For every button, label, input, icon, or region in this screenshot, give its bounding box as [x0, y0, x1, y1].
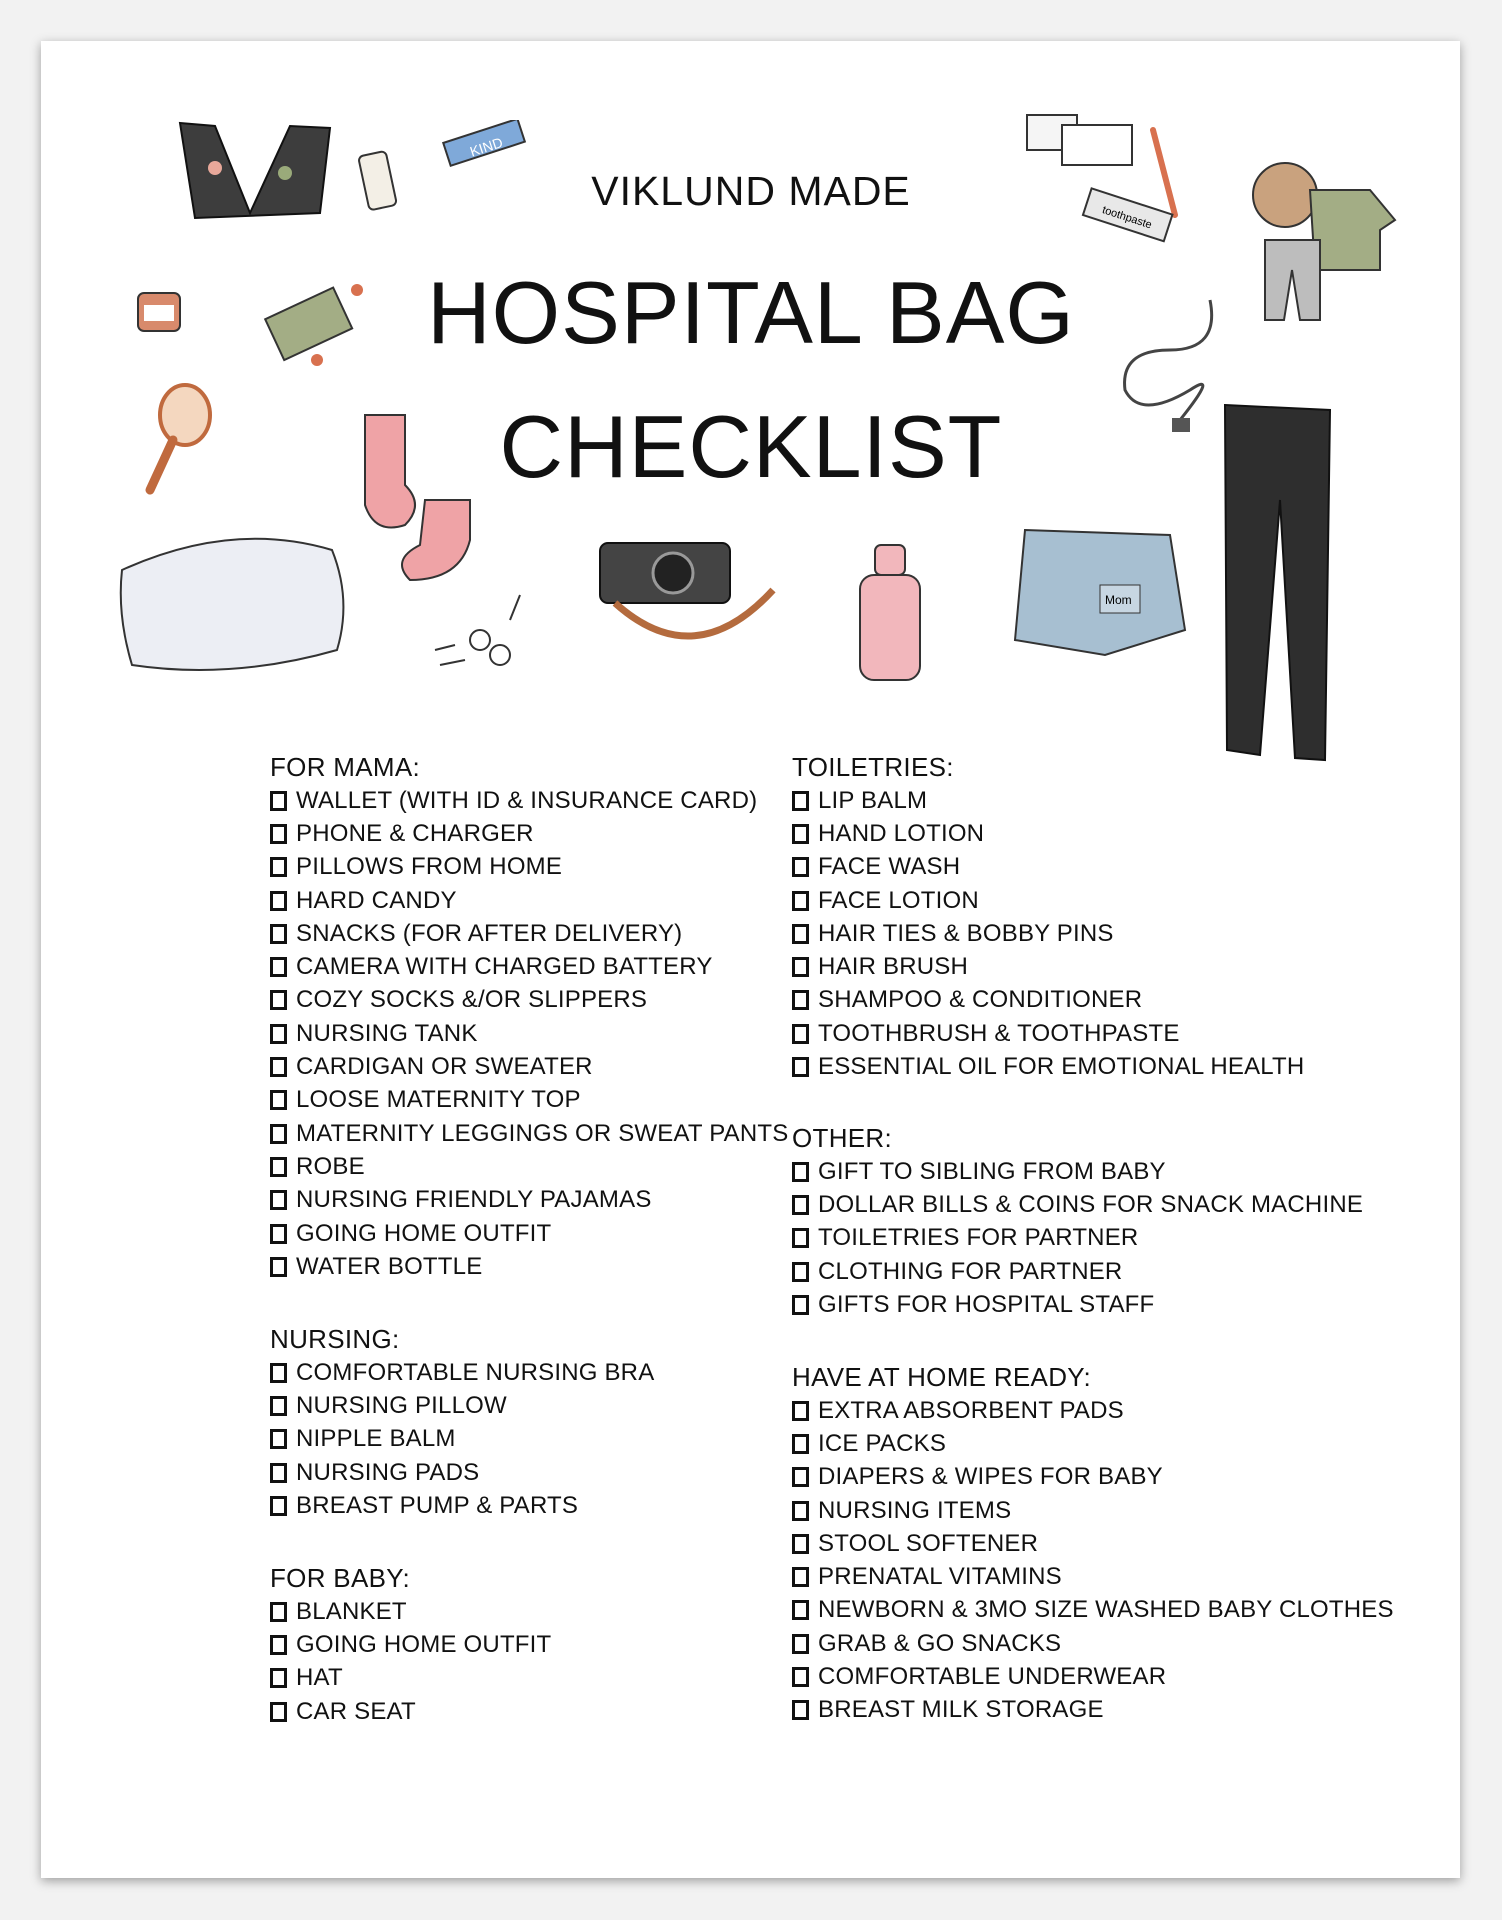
checklist-item[interactable] [270, 917, 788, 950]
baby-outfit-illustration [1240, 150, 1400, 335]
water-bottle-illustration [850, 540, 940, 690]
checkbox[interactable] [270, 1396, 287, 1416]
brand-name: VIKLUND MADE [591, 168, 911, 214]
checklist-item-label: NURSING TANK [296, 1019, 478, 1047]
checklist-item-label: HARD CANDY [296, 886, 457, 914]
checkbox[interactable] [270, 1363, 287, 1383]
checklist-item[interactable] [792, 1527, 1394, 1560]
checklist-item-label: HAIR BRUSH [818, 953, 969, 981]
checkbox[interactable] [270, 1024, 287, 1044]
checkbox[interactable] [270, 791, 287, 811]
checklist-item[interactable] [792, 1017, 1304, 1050]
checklist-item-label: PHONE & CHARGER [296, 819, 534, 847]
checkbox[interactable] [270, 990, 287, 1010]
checklist-item[interactable] [270, 984, 788, 1017]
snack-bar-label: KIND [467, 134, 505, 160]
checklist-item[interactable] [792, 817, 1304, 850]
checklist-item-label: DIAPERS & WIPES FOR BABY [818, 1463, 1163, 1491]
checklist-item[interactable] [270, 884, 788, 917]
checklist-item-label: CAMERA WITH CHARGED BATTERY [296, 953, 713, 981]
checklist-item[interactable] [792, 1560, 1394, 1593]
checklist-item-label: NEWBORN & 3MO SIZE WASHED BABY CLOTHES [818, 1596, 1394, 1624]
checklist-item[interactable] [792, 950, 1304, 983]
checkbox[interactable] [270, 1157, 287, 1177]
checklist-item[interactable] [270, 1356, 654, 1389]
leggings-illustration [1215, 400, 1345, 770]
id-cards-illustration [1022, 105, 1142, 175]
section-heading: FOR BABY: [270, 1563, 410, 1593]
lip-balm-tube-illustration [358, 148, 408, 228]
checklist-item-label: CARDIGAN OR SWEATER [296, 1053, 593, 1081]
checklist-item[interactable] [792, 984, 1304, 1017]
checklist-item[interactable] [270, 1628, 551, 1661]
checklist-item-label: EXTRA ABSORBENT PADS [818, 1396, 1124, 1424]
checklist-item[interactable] [270, 1423, 654, 1456]
checklist-item[interactable] [270, 817, 788, 850]
checkbox[interactable] [270, 857, 287, 877]
checklist-item-label: PRENATAL VITAMINS [818, 1563, 1062, 1591]
checklist-item[interactable] [792, 1288, 1363, 1321]
checklist-item[interactable] [270, 1184, 788, 1217]
checklist-item-label: FACE WASH [818, 853, 961, 881]
checklist-item[interactable] [270, 1084, 788, 1117]
checkbox[interactable] [792, 1467, 809, 1487]
checklist-item[interactable] [270, 1489, 654, 1522]
checklist-item[interactable] [792, 884, 1304, 917]
checklist-item[interactable] [792, 1155, 1363, 1188]
checkbox[interactable] [792, 1262, 809, 1282]
checkbox[interactable] [270, 1635, 287, 1655]
snack-bar-illustration [440, 120, 530, 170]
checklist-item-label: GOING HOME OUTFIT [296, 1219, 552, 1247]
section-heading: FOR MAMA: [270, 752, 421, 782]
page-title-line1: HOSPITAL BAG [427, 263, 1075, 362]
checkbox[interactable] [792, 791, 809, 811]
lotion-jar-illustration [130, 285, 190, 340]
socks-illustration [355, 405, 495, 590]
checkbox[interactable] [792, 1295, 809, 1315]
checklist-item[interactable] [792, 851, 1304, 884]
section-other [792, 1121, 1363, 1321]
checkbox[interactable] [270, 1190, 287, 1210]
checklist-item[interactable] [270, 1662, 551, 1695]
checkbox[interactable] [270, 957, 287, 977]
checklist-item-label: BLANKET [296, 1597, 407, 1625]
checklist-item[interactable] [270, 784, 788, 817]
checklist-item[interactable] [792, 1188, 1363, 1221]
checklist-item[interactable] [270, 1050, 788, 1083]
checkbox[interactable] [792, 1024, 809, 1044]
checklist-item-label: NURSING PADS [296, 1458, 480, 1486]
checklist-item-label: MATERNITY LEGGINGS OR SWEAT PANTS [296, 1119, 789, 1147]
robe-illustration [1005, 510, 1190, 660]
checklist-item-label: HAT [296, 1664, 343, 1692]
checklist-item-label: TOILETRIES FOR PARTNER [818, 1224, 1139, 1252]
checklist-item-label: COMFORTABLE UNDERWEAR [818, 1663, 1167, 1691]
checklist-item[interactable] [270, 950, 788, 983]
checkbox[interactable] [792, 891, 809, 911]
checkbox[interactable] [792, 1195, 809, 1215]
checklist-item[interactable] [792, 1222, 1363, 1255]
checkbox[interactable] [270, 1124, 287, 1144]
checkbox[interactable] [792, 824, 809, 844]
section-have-at-home-ready [792, 1360, 1394, 1727]
checklist-item[interactable] [792, 1660, 1394, 1693]
checklist-item-label: PILLOWS FROM HOME [296, 853, 563, 881]
section-heading: NURSING: [270, 1324, 400, 1354]
checklist-item-label: GOING HOME OUTFIT [296, 1630, 552, 1658]
camera-illustration [595, 535, 780, 665]
checkbox[interactable] [270, 1224, 287, 1244]
checkbox[interactable] [792, 1162, 809, 1182]
checkbox[interactable] [792, 1501, 809, 1521]
checkbox[interactable] [792, 1567, 809, 1587]
checklist-item-label: WATER BOTTLE [296, 1252, 483, 1280]
section-for-baby [270, 1561, 551, 1728]
checkbox[interactable] [792, 1634, 809, 1654]
pillow-illustration [112, 520, 352, 685]
charger-cable-illustration [1110, 290, 1230, 450]
checklist-item-label: COMFORTABLE NURSING BRA [296, 1358, 655, 1386]
checklist-item-label: CAR SEAT [296, 1697, 416, 1725]
checkbox[interactable] [270, 1702, 287, 1722]
checklist-item-label: COZY SOCKS &/OR SLIPPERS [296, 986, 648, 1014]
checkbox[interactable] [270, 1429, 287, 1449]
checklist-item[interactable] [792, 917, 1304, 950]
checklist-item-label: STOOL SOFTENER [818, 1529, 1039, 1557]
checkbox[interactable] [270, 1090, 287, 1110]
checkbox[interactable] [792, 957, 809, 977]
checklist-item-label: BREAST MILK STORAGE [818, 1696, 1104, 1724]
checkbox[interactable] [792, 1057, 809, 1077]
checklist-item-label: LIP BALM [818, 786, 928, 814]
checkbox[interactable] [270, 1463, 287, 1483]
checklist-item-label: BREAST PUMP & PARTS [296, 1491, 579, 1519]
checkbox[interactable] [270, 891, 287, 911]
toothpaste-illustration [1080, 185, 1180, 255]
section-toiletries [792, 750, 1304, 1084]
checklist-item-label: FACE LOTION [818, 886, 979, 914]
checklist-item[interactable] [792, 1594, 1394, 1627]
checkbox[interactable] [792, 990, 809, 1010]
checkbox[interactable] [792, 1228, 809, 1248]
checklist-item[interactable] [792, 1494, 1394, 1527]
section-nursing [270, 1322, 654, 1522]
checklist-item-label: HAIR TIES & BOBBY PINS [818, 919, 1114, 947]
checkbox[interactable] [792, 1401, 809, 1421]
checklist-item-label: HAND LOTION [818, 819, 985, 847]
checklist-item[interactable] [792, 1050, 1304, 1083]
checkbox[interactable] [792, 1667, 809, 1687]
checkbox[interactable] [792, 1434, 809, 1454]
checkbox[interactable] [792, 1600, 809, 1620]
checklist-item[interactable] [270, 1456, 654, 1489]
section-heading: OTHER: [792, 1123, 893, 1153]
section-heading: HAVE AT HOME READY: [792, 1362, 1091, 1392]
checklist-item[interactable] [270, 1217, 788, 1250]
checkbox[interactable] [792, 924, 809, 944]
checklist-item[interactable] [792, 1394, 1394, 1427]
checklist-item[interactable] [270, 1117, 788, 1150]
checklist-item-label: GIFTS FOR HOSPITAL STAFF [818, 1290, 1155, 1318]
page-title-line2: CHECKLIST [499, 397, 1003, 496]
checkbox[interactable] [792, 1534, 809, 1554]
checklist-item-label: TOOTHBRUSH & TOOTHPASTE [818, 1019, 1180, 1047]
checklist-item[interactable] [270, 1150, 788, 1183]
checklist-item-label: CLOTHING FOR PARTNER [818, 1257, 1123, 1285]
checklist-item-label: ESSENTIAL OIL FOR EMOTIONAL HEALTH [818, 1053, 1305, 1081]
checkbox[interactable] [270, 924, 287, 944]
checklist-item[interactable] [270, 1017, 788, 1050]
section-heading: TOILETRIES: [792, 752, 954, 782]
checklist-item[interactable] [792, 1627, 1394, 1660]
checkbox[interactable] [270, 1602, 287, 1622]
checklist-item-label: NURSING PILLOW [296, 1391, 507, 1419]
checklist-item-label: NURSING ITEMS [818, 1496, 1012, 1524]
checklist-item-label: ICE PACKS [818, 1429, 947, 1457]
checklist-item-label: GIFT TO SIBLING FROM BABY [818, 1157, 1166, 1185]
checklist-item[interactable] [270, 1595, 551, 1628]
checklist-item[interactable] [792, 1255, 1363, 1288]
checklist-item-label: WALLET (WITH ID & INSURANCE CARD) [296, 786, 758, 814]
checklist-item-label: NURSING FRIENDLY PAJAMAS [296, 1186, 652, 1214]
checklist-item-label: GRAB & GO SNACKS [818, 1629, 1062, 1657]
checkbox[interactable] [270, 1496, 287, 1516]
checklist-item[interactable] [270, 1695, 551, 1728]
checklist-item-label: NIPPLE BALM [296, 1425, 456, 1453]
wallet-illustration [262, 275, 372, 375]
checklist-item-label: LOOSE MATERNITY TOP [296, 1086, 581, 1114]
section-for-mama [270, 750, 788, 1283]
checklist-item[interactable] [792, 784, 1304, 817]
checkbox[interactable] [270, 1668, 287, 1688]
nursing-tank-illustration [175, 118, 335, 228]
checkbox[interactable] [270, 1057, 287, 1077]
checklist-item-label: SNACKS (FOR AFTER DELIVERY) [296, 919, 683, 947]
hair-brush-illustration [135, 380, 215, 500]
checklist-item[interactable] [792, 1694, 1394, 1727]
checklist-item[interactable] [270, 1250, 788, 1283]
checklist-item-label: DOLLAR BILLS & COINS FOR SNACK MACHINE [818, 1190, 1364, 1218]
checklist-item[interactable] [792, 1427, 1394, 1460]
hair-ties-illustration [430, 590, 540, 690]
robe-pocket-label: Mom [1105, 593, 1132, 607]
checklist-item-label: SHAMPOO & CONDITIONER [818, 986, 1143, 1014]
checkbox[interactable] [270, 824, 287, 844]
checklist-item[interactable] [270, 1389, 654, 1422]
checkbox[interactable] [792, 1700, 809, 1720]
toothpaste-label: toothpaste [1100, 204, 1154, 232]
checklist-item[interactable] [792, 1461, 1394, 1494]
checkbox[interactable] [270, 1257, 287, 1277]
checklist-item[interactable] [270, 851, 788, 884]
checklist-item-label: ROBE [296, 1152, 365, 1180]
checkbox[interactable] [792, 857, 809, 877]
